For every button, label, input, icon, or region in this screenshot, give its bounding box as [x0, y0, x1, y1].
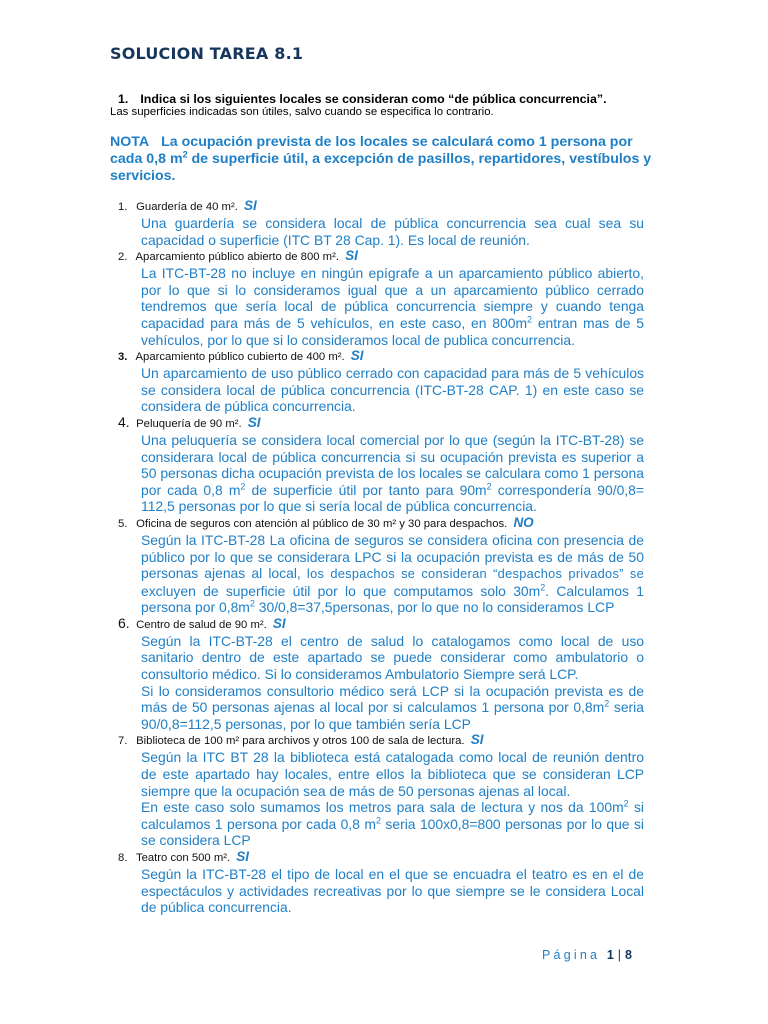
explanation-part: entran mas de 5 vehículos, por lo que si lo consideramos local de publica concurrencia.: [141, 314, 644, 348]
item-explanation: Según la ITC BT 28 la biblioteca está catalogada como local de reunión dentro de este apartado hay locales, entre ellos la biblioteca que se consideran LCP siempre que la ocupación sea de más de 50 personas ajenas al local.: [141, 749, 644, 799]
document-title: SOLUCION TAREA 8.1: [110, 44, 304, 63]
item-number: 5.: [118, 517, 128, 530]
explanation-part: seria 90/0,8=112,5 personas, por lo que también sería LCP: [141, 699, 644, 732]
list-item: [118, 415, 644, 515]
explanation-part: Si lo consideramos consultorio médico será LCP si la ocupación prevista es de más de 50 personas ajenas al local por si calculamos 1 persona por 0,8m: [141, 682, 644, 716]
item-label: Aparcamiento público abierto de 800 m².: [135, 251, 339, 264]
note-block: [110, 134, 660, 185]
footer-separator: |: [617, 948, 622, 962]
question-heading: [118, 92, 607, 106]
question-number: 1.: [118, 92, 129, 106]
explanation-part: 30/0,8=37,5personas, por lo que no lo consideramos LCP: [254, 599, 615, 616]
footer-label: Página: [542, 948, 601, 962]
item-explanation: [141, 265, 644, 348]
item-number: 1.: [118, 201, 128, 213]
list-item: [118, 616, 644, 733]
item-label: Guardería de 40 m².: [136, 201, 238, 213]
page-footer: [542, 948, 632, 962]
item-label: Teatro con 500 m².: [135, 852, 231, 864]
explanation-part: seria 100x0,8=800 personas por lo que si se considera LCP: [141, 815, 644, 849]
item-explanation: [141, 432, 644, 515]
item-number: 2.: [118, 251, 128, 264]
question-text: Indica si los siguientes locales se consideran como “de pública concurrencia”.: [140, 92, 607, 106]
item-heading: [118, 415, 644, 432]
item-label: Peluquería de 90 m².: [136, 417, 242, 430]
explanation-part: La ITC-BT-28 no incluye en ningún epígrafe a un aparcamiento público abierto, por lo que si lo consideramos igual que a un aparcamiento público cerrado tendremos que sería local de pública concurrencia siempre y cuando tenga capacidad para más de 5 vehículos, en este caso, en 800m: [141, 265, 644, 331]
item-heading: [118, 348, 644, 365]
explanation-part: de superficie útil por tanto para 90m: [245, 481, 487, 498]
superscript: 2: [540, 582, 546, 593]
explanation-part: correspondería 90/0,8= 112,5 personas por lo que si sería local de pública concurrencia.: [141, 481, 645, 515]
list-item: [118, 248, 644, 348]
item-answer: SI: [345, 248, 358, 264]
explanation-part: excluyen de superficie útil por lo que computamos solo 30m: [141, 582, 541, 599]
item-explanation: Según la ITC-BT-28 el centro de salud lo catalogamos como local de uso sanitario dentro de este apartado se puede considerar como ambulatorio o consultorio médico. Si lo consideramos Ambulatorio Siempre será LCP.: [141, 632, 644, 683]
superscript: 2: [604, 698, 610, 709]
item-number: 6.: [118, 614, 130, 631]
page-total: 8: [625, 948, 632, 962]
list-item: [118, 732, 644, 849]
list-item: [118, 849, 644, 916]
item-explanation: [141, 799, 644, 849]
item-answer: SI: [470, 732, 484, 748]
answer-list: [118, 198, 644, 916]
item-answer: NO: [513, 514, 534, 530]
item-label: Oficina de seguros con atención al público de 30 m² y 30 para despachos.: [136, 517, 508, 530]
item-explanation: [141, 683, 644, 733]
superscript: 2: [249, 598, 255, 609]
item-label: Biblioteca de 100 m² para archivos y otros 100 de sala de lectura.: [136, 735, 465, 748]
item-number: 8.: [118, 852, 128, 864]
item-explanation: Un aparcamiento de uso público cerrado con capacidad para más de 5 vehículos se considera local de pública concurrencia (ITC-BT-28 CAP. 1) en este caso se considera de pública concurrencia.: [141, 365, 644, 415]
explanation-part: Según la ITC-BT-28 La oficina de seguros se considera oficina con presencia de público por lo que se considerara LPC si la ocupación prevista es de más de 50 personas ajenas al local,: [141, 531, 644, 582]
note-text-b: de superficie útil, a excepción de pasillos, repartidores, vestíbulos y servicios.: [110, 151, 652, 184]
item-explanation: Una guardería se considera local de pública concurrencia sea cual sea su capacidad o superficie (ITC BT 28 Cap. 1). Es local de reunión.: [141, 215, 644, 248]
item-number: 3.: [118, 351, 128, 364]
item-answer: SI: [272, 615, 286, 631]
item-explanation: Según la ITC-BT-28 el tipo de local en el que se encuadra el teatro es en el de espectáculos y actividades recreativas por lo que siempre se le considera Local de pública concurrencia.: [141, 866, 644, 916]
superscript: 2: [486, 481, 492, 492]
item-label: Centro de salud de 90 m².: [136, 618, 267, 631]
list-item: [118, 515, 644, 616]
question-subtext: Las superficies indicadas son útiles, salvo cuando se especifica lo contrario.: [110, 106, 494, 118]
item-heading: [118, 515, 644, 532]
item-answer: SI: [350, 348, 364, 364]
item-answer: SI: [247, 414, 261, 430]
item-number: 4.: [118, 413, 130, 430]
item-heading: [118, 198, 644, 215]
item-heading: [118, 248, 644, 265]
item-number: 7.: [118, 735, 128, 748]
explanation-part: Una peluquería se considera local comercial por lo que (según la ITC-BT-28) se considerara local de pública concurrencia si su ocupación prevista es superior a 50 personas dicha ocupación prevista de los locales se calculara como 1 persona por cada 0,8 m: [141, 431, 644, 498]
list-item: [118, 348, 644, 415]
note-label: NOTA: [110, 134, 150, 150]
explanation-part: los despachos se consideran “despachos privados” se: [300, 566, 644, 582]
superscript: 2: [240, 481, 246, 492]
item-heading: [118, 616, 644, 633]
superscript: 2: [527, 314, 533, 325]
explanation-part: En este caso solo sumamos los metros para sala de lectura y nos da 100m: [141, 799, 624, 816]
superscript: 2: [623, 798, 629, 809]
note-sup: 2: [182, 149, 188, 160]
superscript: 2: [375, 815, 381, 826]
note-text-a: La ocupación prevista de los locales se calculará como 1 persona por cada 0,8 m: [110, 134, 633, 167]
list-item: [118, 198, 644, 248]
item-explanation: [141, 532, 644, 616]
explanation-part: . Calculamos 1 persona por 0,8m: [141, 582, 644, 616]
item-label: Aparcamiento público cubierto de 400 m².: [135, 351, 345, 364]
item-heading: [118, 849, 644, 866]
page-number: 1: [606, 948, 614, 962]
item-answer: SI: [244, 198, 257, 213]
item-answer: SI: [236, 849, 250, 864]
item-heading: [118, 732, 644, 749]
explanation-part: si calculamos 1 persona por cada 0,8 m: [141, 799, 644, 832]
